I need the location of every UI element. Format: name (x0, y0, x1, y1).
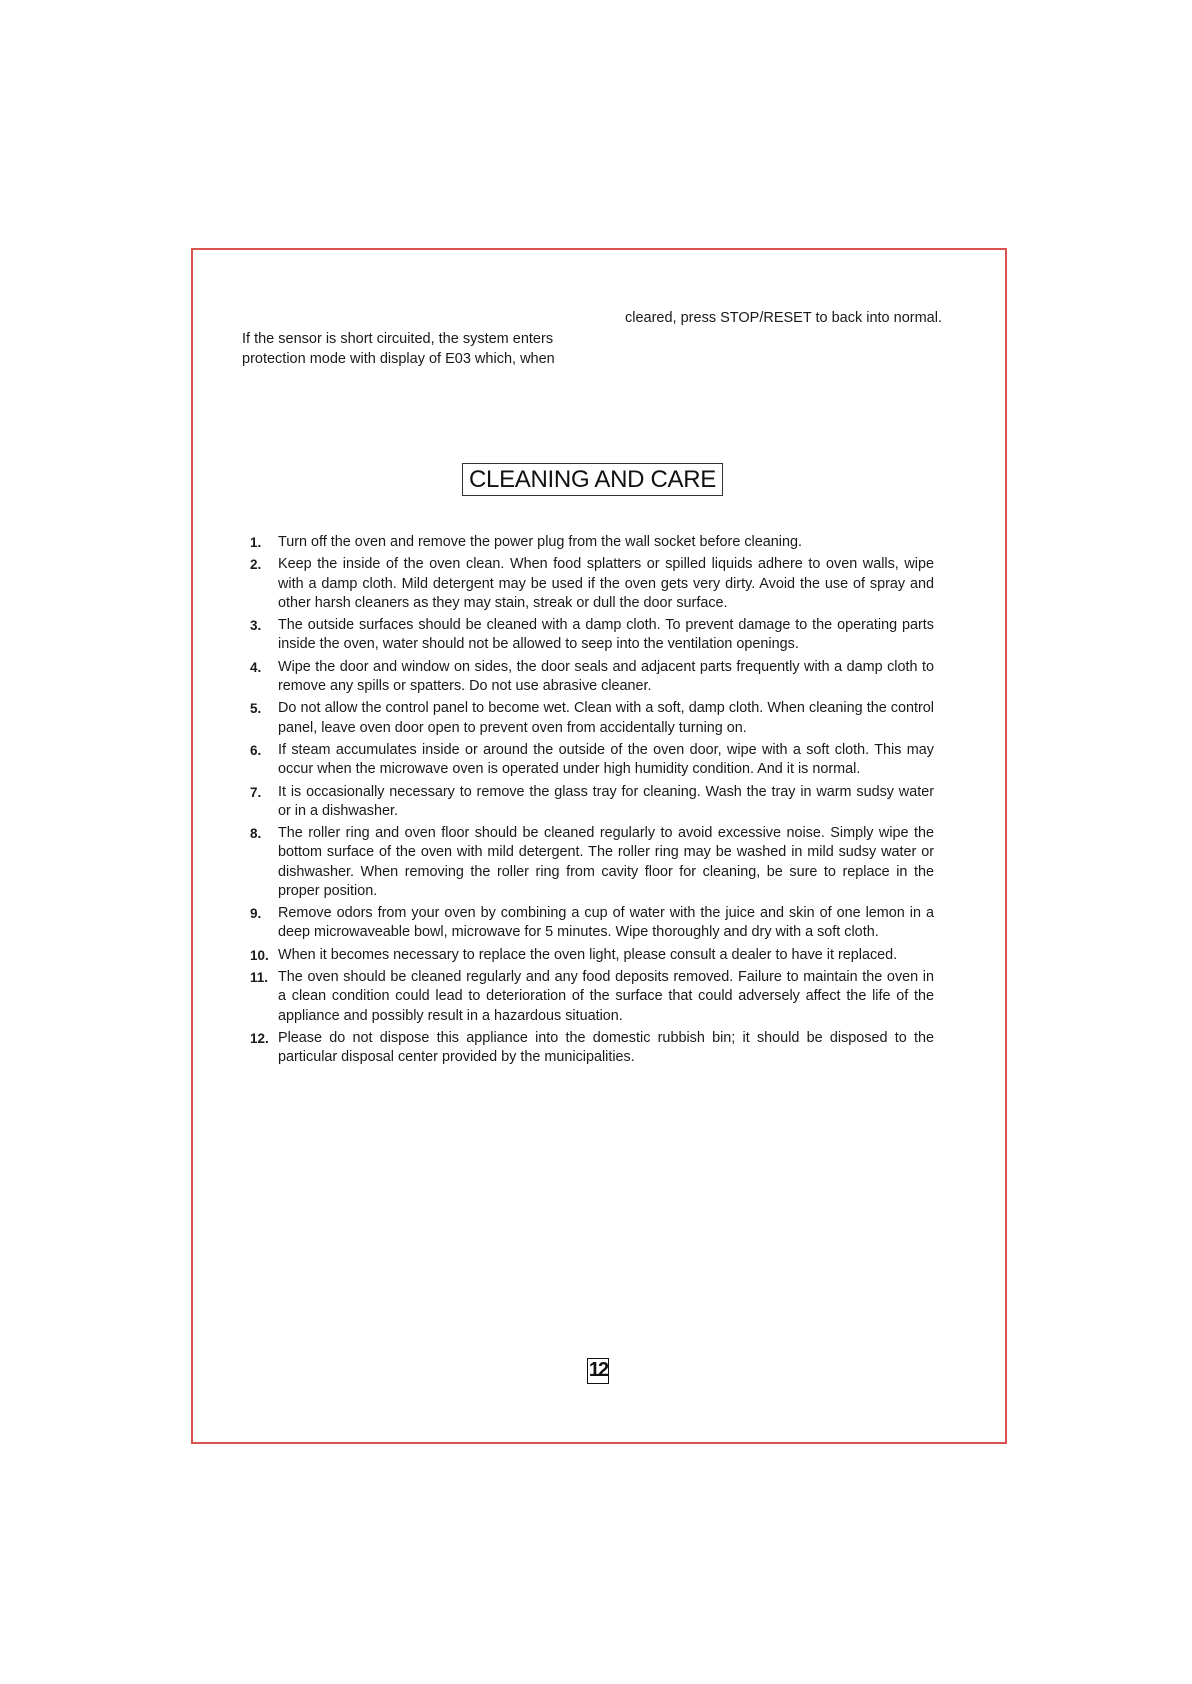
list-item (250, 699, 934, 737)
step-text: Please do not dispose this appliance into the domestic rubbish bin; it should be disposed to the particular disposal center provided by the municipalities. (278, 1029, 934, 1066)
list-item (250, 904, 934, 942)
step-number: 12. (250, 1030, 269, 1046)
step-number: 8. (250, 826, 262, 842)
continued-text-right: cleared, press STOP/RESET to back into normal. (625, 310, 942, 326)
step-number: 9. (250, 906, 262, 922)
step-number: 6. (250, 742, 262, 758)
step-text: Turn off the oven and remove the power plug from the wall socket before cleaning. (278, 534, 802, 550)
cleaning-steps-list (250, 533, 934, 1071)
step-number: 4. (250, 659, 262, 675)
list-item (250, 1029, 934, 1067)
step-number: 2. (250, 557, 262, 573)
step-text: Do not allow the control panel to become wet. Clean with a soft, damp cloth. When cleaning the control panel, leave oven door open to prevent oven from accidentally turning on. (278, 700, 934, 736)
section-title: CLEANING AND CARE (462, 463, 723, 496)
step-number: 1. (250, 535, 262, 550)
step-number: 7. (250, 784, 262, 800)
list-item (250, 824, 934, 901)
step-text: The outside surfaces should be cleaned with a damp cloth. To prevent damage to the operating parts inside the oven, water should not be allowed to seep into the ventilation openings. (278, 617, 934, 653)
list-item (250, 741, 934, 779)
step-number: 5. (250, 701, 262, 717)
step-text: If steam accumulates inside or around the outside of the oven door, wipe with a soft cloth. This may occur when the microwave oven is operated under high humidity condition. And it is normal. (278, 741, 934, 778)
step-text: The oven should be cleaned regularly and any food deposits removed. Failure to maintain the oven in a clean condition could lead to deterioration of the surface that could adversely affect the life of the appliance and possibly result in a hazardous situation. (278, 969, 934, 1024)
step-number: 10. (250, 947, 269, 963)
list-item (250, 946, 934, 965)
list-item (250, 783, 934, 821)
step-number: 3. (250, 618, 262, 634)
page-number: 12 (587, 1358, 609, 1384)
step-text: Wipe the door and window on sides, the door seals and adjacent parts frequently with a damp cloth to remove any spills or spatters. Do not use abrasive cleaner. (278, 658, 934, 694)
step-text: The roller ring and oven floor should be cleaned regularly to avoid excessive noise. Simply wipe the bottom surface of the oven with mild detergent. The roller ring may be washed in mild sudsy water or dishwasher. When removing the roller ring from cavity floor for cleaning, be sure to replace in the proper position. (278, 825, 934, 899)
list-item (250, 533, 934, 552)
step-text: Keep the inside of the oven clean. When food splatters or spilled liquids adhere to oven walls, wipe with a damp cloth. Mild detergent may be used if the oven gets very dirty. Avoid the use of spray and other harsh cleaners as they may stain, streak or dull the door surface. (278, 556, 934, 611)
list-item (250, 555, 934, 613)
continued-text-left: If the sensor is short circuited, the system enters protection mode with display of E03 which, when (242, 331, 555, 367)
list-item (250, 968, 934, 1026)
step-text: When it becomes necessary to replace the oven light, please consult a dealer to have it replaced. (278, 946, 898, 963)
list-item (250, 658, 934, 696)
step-text: Remove odors from your oven by combining a cup of water with the juice and skin of one lemon in a deep microwaveable bowl, microwave for 5 minutes. Wipe thoroughly and dry with a soft cloth. (278, 905, 934, 941)
step-text: It is occasionally necessary to remove the glass tray for cleaning. Wash the tray in warm sudsy water or in a dishwasher. (278, 783, 934, 819)
list-item (250, 616, 934, 654)
step-number: 11. (250, 970, 269, 986)
